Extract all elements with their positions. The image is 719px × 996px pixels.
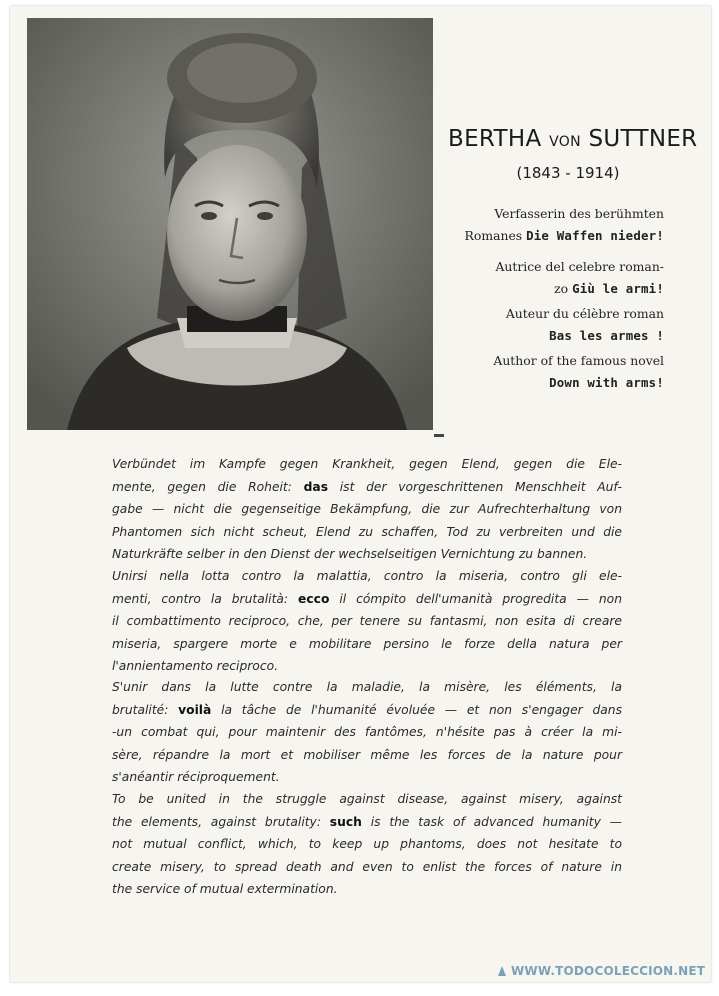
life-years: (1843 - 1914)	[516, 164, 620, 182]
novel-title: Die Waffen nieder!	[526, 228, 664, 243]
text-line: S'unir dans la lutte contre la maladie, la misère, les éléments, la	[112, 680, 622, 694]
text-line: mente, gegen die Roheit: das ist der vorgeschrittenen Menschheit Auf-	[112, 479, 622, 494]
name-particle: VON	[549, 134, 581, 150]
caption-prefix: zo	[554, 281, 569, 296]
text-line: gabe — nicht die gegenseitige Bekämpfung, die zur Aufrechterhaltung von	[112, 502, 622, 517]
caption-line: Author of the famous novel	[493, 353, 664, 368]
text-line: the elements, against brutality: such is the task of advanced humanity —	[112, 814, 622, 829]
caption-english	[448, 350, 664, 394]
novel-title: Giù le armi!	[572, 281, 664, 296]
paragraph-italian	[112, 565, 622, 678]
caption-prefix: Romanes	[464, 228, 523, 243]
person-name	[448, 126, 698, 152]
emphasis-word: ecco	[298, 591, 330, 606]
caption-line: Autrice del celebre roman-	[495, 259, 664, 274]
watermark-logo-icon	[496, 965, 508, 977]
paragraph-french	[112, 676, 622, 789]
text-line: sère, répandre la mort et mobiliser même les forces de la nature pour	[112, 747, 622, 762]
name-last: SUTTNER	[588, 126, 698, 152]
name-first: BERTHA	[448, 126, 542, 152]
emphasis-word: such	[329, 814, 362, 829]
text-line: create misery, to spread death and even to enlist the forces of nature in	[112, 859, 622, 874]
text-line: brutalité: voilà la tâche de l'humanité évoluée — et non s'engager dans	[112, 702, 622, 717]
text-line: il combattimento reciproco, che, per tenere su fantasmi, non esita di creare	[112, 614, 622, 629]
caption-line: Auteur du célèbre roman	[505, 306, 664, 321]
text-line: Phantomen sich nicht scheut, Elend zu schaffen, Tod zu verbreiten und die	[112, 524, 622, 539]
text-line: Unirsi nella lotta contro la malattia, contro la miseria, contro gli ele-	[112, 569, 622, 583]
novel-title: Down with arms!	[549, 375, 664, 390]
caption-french	[448, 303, 664, 347]
paragraph-german	[112, 453, 622, 566]
novel-title: Bas les armes !	[549, 328, 664, 343]
text-line: Verbündet im Kampfe gegen Krankheit, gegen Elend, gegen die Ele-	[112, 457, 622, 471]
emphasis-word: das	[303, 479, 329, 494]
text-line: -un combat qui, pour maintenir des fantômes, n'hésite pas à créer la mi-	[112, 725, 622, 740]
text-line: not mutual conflict, which, to keep up phantoms, does not hesitate to	[112, 837, 622, 852]
text-line: Naturkräfte selber in den Dienst der wechselseitigen Vernichtung zu bannen.	[112, 547, 588, 562]
text-line: To be united in the struggle against disease, against misery, against	[112, 792, 622, 806]
watermark	[496, 964, 705, 978]
watermark-text: WWW.TODOCOLECCION.NET	[511, 964, 706, 978]
caption-line: Verfasserin des berühmten	[494, 206, 664, 221]
paragraph-english	[112, 788, 622, 901]
caption-german	[448, 203, 664, 247]
caption-italian	[448, 256, 664, 300]
text-line: l'annientamento reciproco.	[112, 659, 279, 674]
text-line: s'anéantir réciproquement.	[112, 770, 280, 785]
text-line: menti, contro la brutalità: ecco il cómpito dell'umanità progredita — non	[112, 591, 622, 606]
divider-mark	[434, 434, 444, 437]
emphasis-word: voilà	[178, 702, 212, 717]
text-line: the service of mutual extermination.	[112, 882, 338, 897]
portrait-photo	[27, 18, 433, 430]
postcard-sheet	[10, 6, 711, 982]
text-line: miseria, spargere morte e mobilitare persino le forze della natura per	[112, 636, 622, 651]
